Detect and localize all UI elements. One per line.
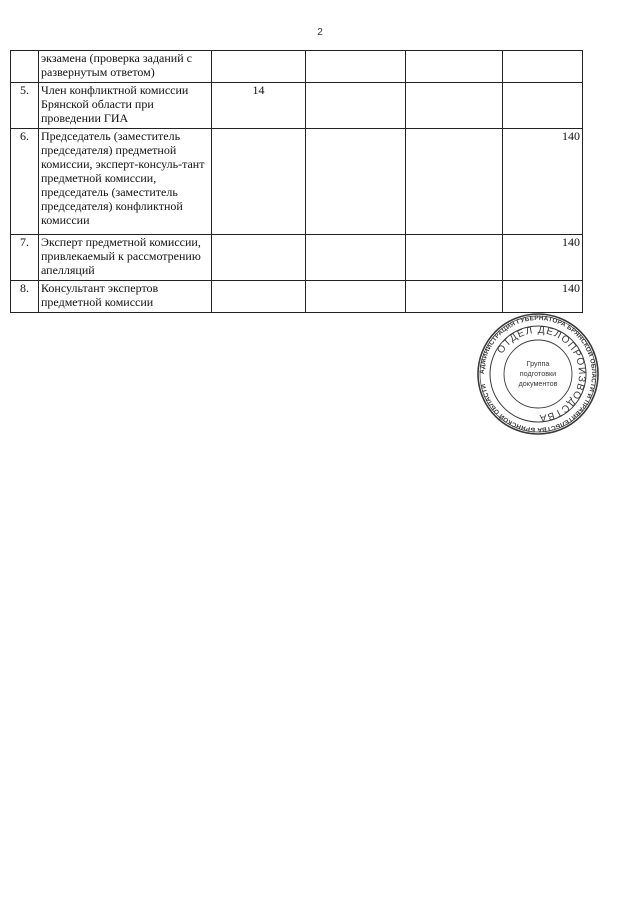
row-name: Председатель (заместитель председателя) предметной комиссии, эксперт-консуль-тант предметной комиссии, председатель (заместитель председателя) конфликтной комиссии	[39, 129, 212, 235]
row-name: Член конфликтной комиссии Брянской области при проведении ГИА	[39, 83, 212, 129]
table-row	[11, 281, 583, 313]
row-value-col4	[306, 129, 406, 235]
row-number	[11, 51, 39, 83]
row-value-col5	[406, 51, 503, 83]
row-value-col6	[503, 51, 583, 83]
row-value-col4	[306, 281, 406, 313]
row-value-col3	[212, 281, 306, 313]
stamp-inner-text: ОТДЕЛ ДЕЛОПРОИЗВОДСТВА	[495, 324, 588, 424]
row-number: 5.	[11, 83, 39, 129]
row-value-col3: 14	[212, 83, 306, 129]
row-value-col3	[212, 129, 306, 235]
row-number: 8.	[11, 281, 39, 313]
row-value-col6	[503, 83, 583, 129]
row-number: 6.	[11, 129, 39, 235]
row-name: Консультант экспертов предметной комиссии	[39, 281, 212, 313]
row-name: Эксперт предметной комиссии, привлекаемый к рассмотрению апелляций	[39, 235, 212, 281]
row-value-col5	[406, 83, 503, 129]
page-number: 2	[317, 27, 323, 38]
row-value-col5	[406, 129, 503, 235]
table-row	[11, 51, 583, 83]
stamp-center-line: подготовки	[519, 369, 557, 378]
row-value-col6: 140	[503, 129, 583, 235]
row-value-col5	[406, 281, 503, 313]
row-name: экзамена (проверка заданий с развернутым ответом)	[39, 51, 212, 83]
row-value-col4	[306, 235, 406, 281]
appendix-table	[10, 50, 583, 313]
row-value-col3	[212, 235, 306, 281]
row-value-col3	[212, 51, 306, 83]
stamp-center-line: Группа	[526, 359, 550, 368]
table-row	[11, 83, 583, 129]
table-row	[11, 129, 583, 235]
row-value-col4	[306, 51, 406, 83]
row-value-col4	[306, 83, 406, 129]
stamp-center-line: документов	[518, 379, 558, 388]
row-value-col5	[406, 235, 503, 281]
row-value-col6: 140	[503, 235, 583, 281]
official-stamp	[476, 312, 600, 436]
row-value-col6: 140	[503, 281, 583, 313]
table-row	[11, 235, 583, 281]
row-number: 7.	[11, 235, 39, 281]
stamp-outer-text: АДМИНИСТРАЦИЯ ГУБЕРНАТОРА БРЯНСКОЙ ОБЛАСТИ И ПРАВИТЕЛЬСТВА БРЯНСКОЙ ОБЛАСТИ	[478, 314, 598, 434]
